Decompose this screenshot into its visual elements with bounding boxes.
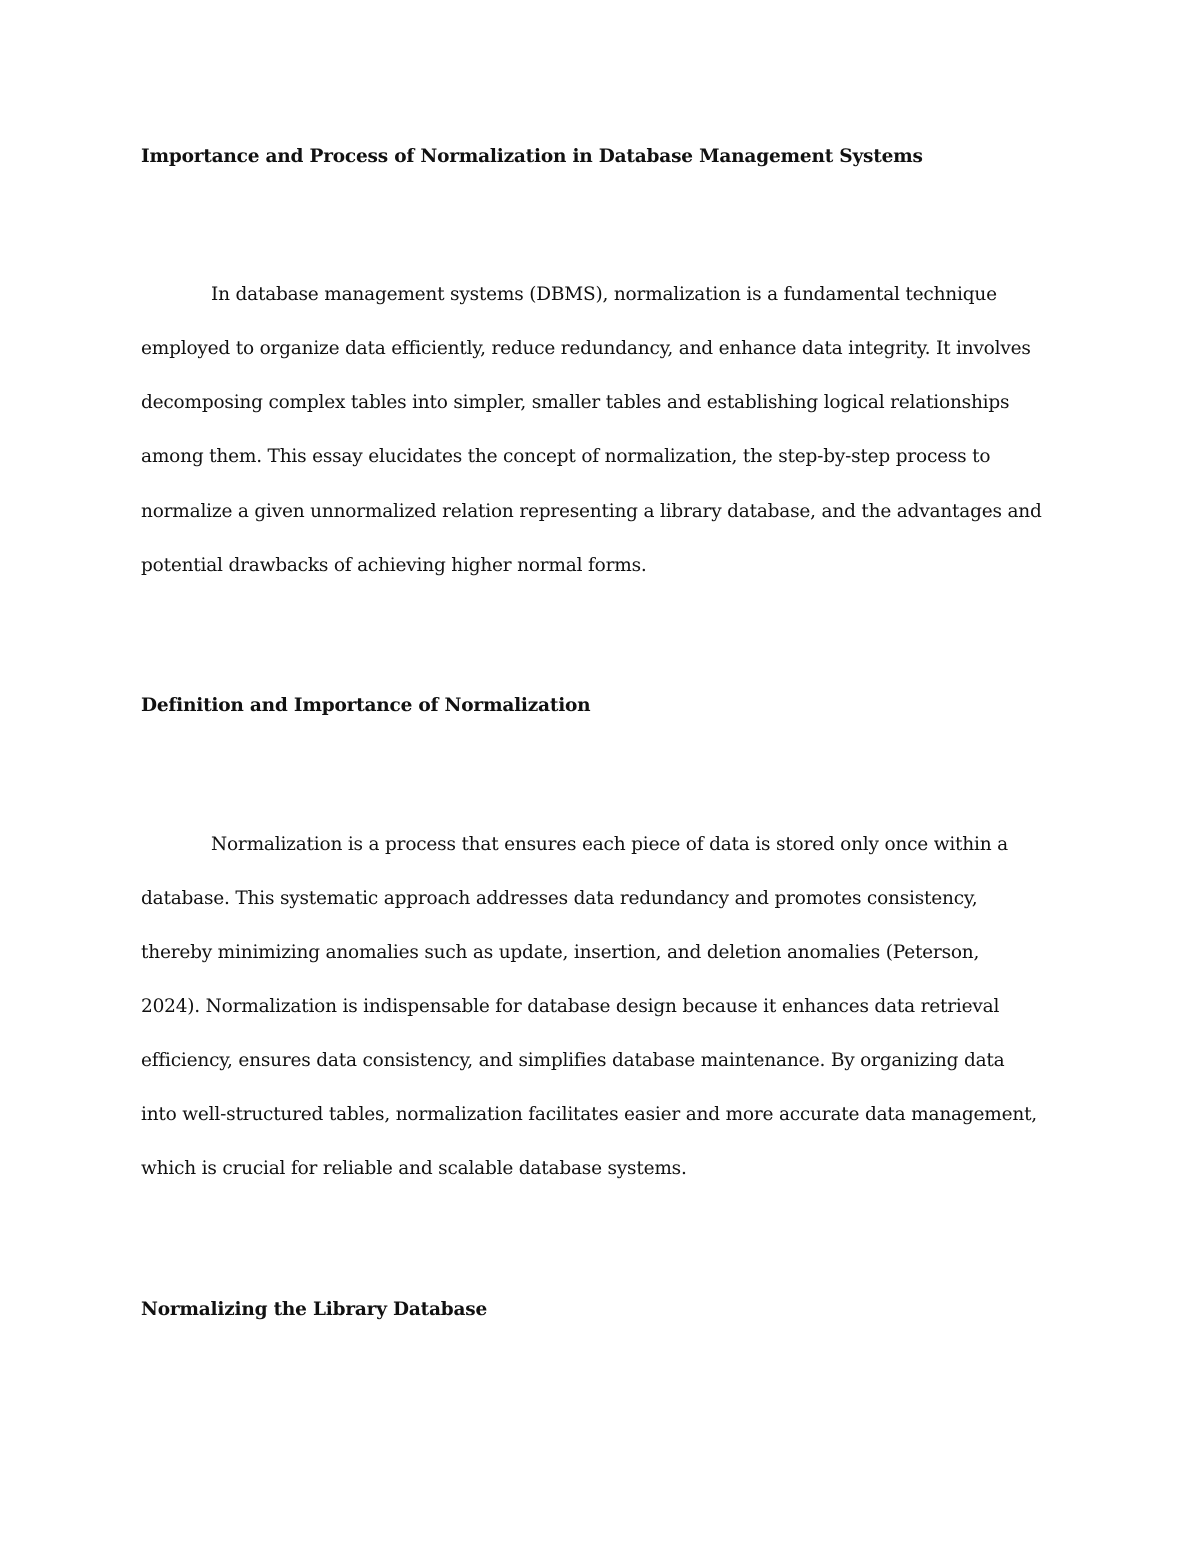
section-heading: Normalizing the Library Database xyxy=(141,1299,488,1320)
document-title: Importance and Process of Normalization in Database Management Systems xyxy=(141,146,923,167)
paragraph-line: employed to organize data efficiently, reduce redundancy, and enhance data integrity. It involves xyxy=(141,338,1031,359)
paragraph-line: database. This systematic approach addresses data redundancy and promotes consistency, xyxy=(141,888,978,909)
paragraph-line: which is crucial for reliable and scalable database systems. xyxy=(141,1158,687,1179)
paragraph-line: In database management systems (DBMS), normalization is a fundamental technique xyxy=(211,284,997,305)
paragraph-line: normalize a given unnormalized relation representing a library database, and the advantages and xyxy=(141,501,1042,522)
paragraph-line: decomposing complex tables into simpler, smaller tables and establishing logical relationships xyxy=(141,392,1010,413)
paragraph-line: potential drawbacks of achieving higher normal forms. xyxy=(141,555,647,576)
section-heading: Definition and Importance of Normalization xyxy=(141,695,591,716)
paragraph-line: efficiency, ensures data consistency, and simplifies database maintenance. By organizing data xyxy=(141,1050,1005,1071)
paragraph-line: Normalization is a process that ensures each piece of data is stored only once within a xyxy=(211,834,1008,855)
paragraph-line: thereby minimizing anomalies such as update, insertion, and deletion anomalies (Peterson, xyxy=(141,942,980,963)
paragraph-line: among them. This essay elucidates the concept of normalization, the step-by-step process to xyxy=(141,446,991,467)
paragraph-line: 2024). Normalization is indispensable for database design because it enhances data retrieval xyxy=(141,996,1000,1017)
paragraph-line: into well-structured tables, normalization facilitates easier and more accurate data management, xyxy=(141,1104,1037,1125)
